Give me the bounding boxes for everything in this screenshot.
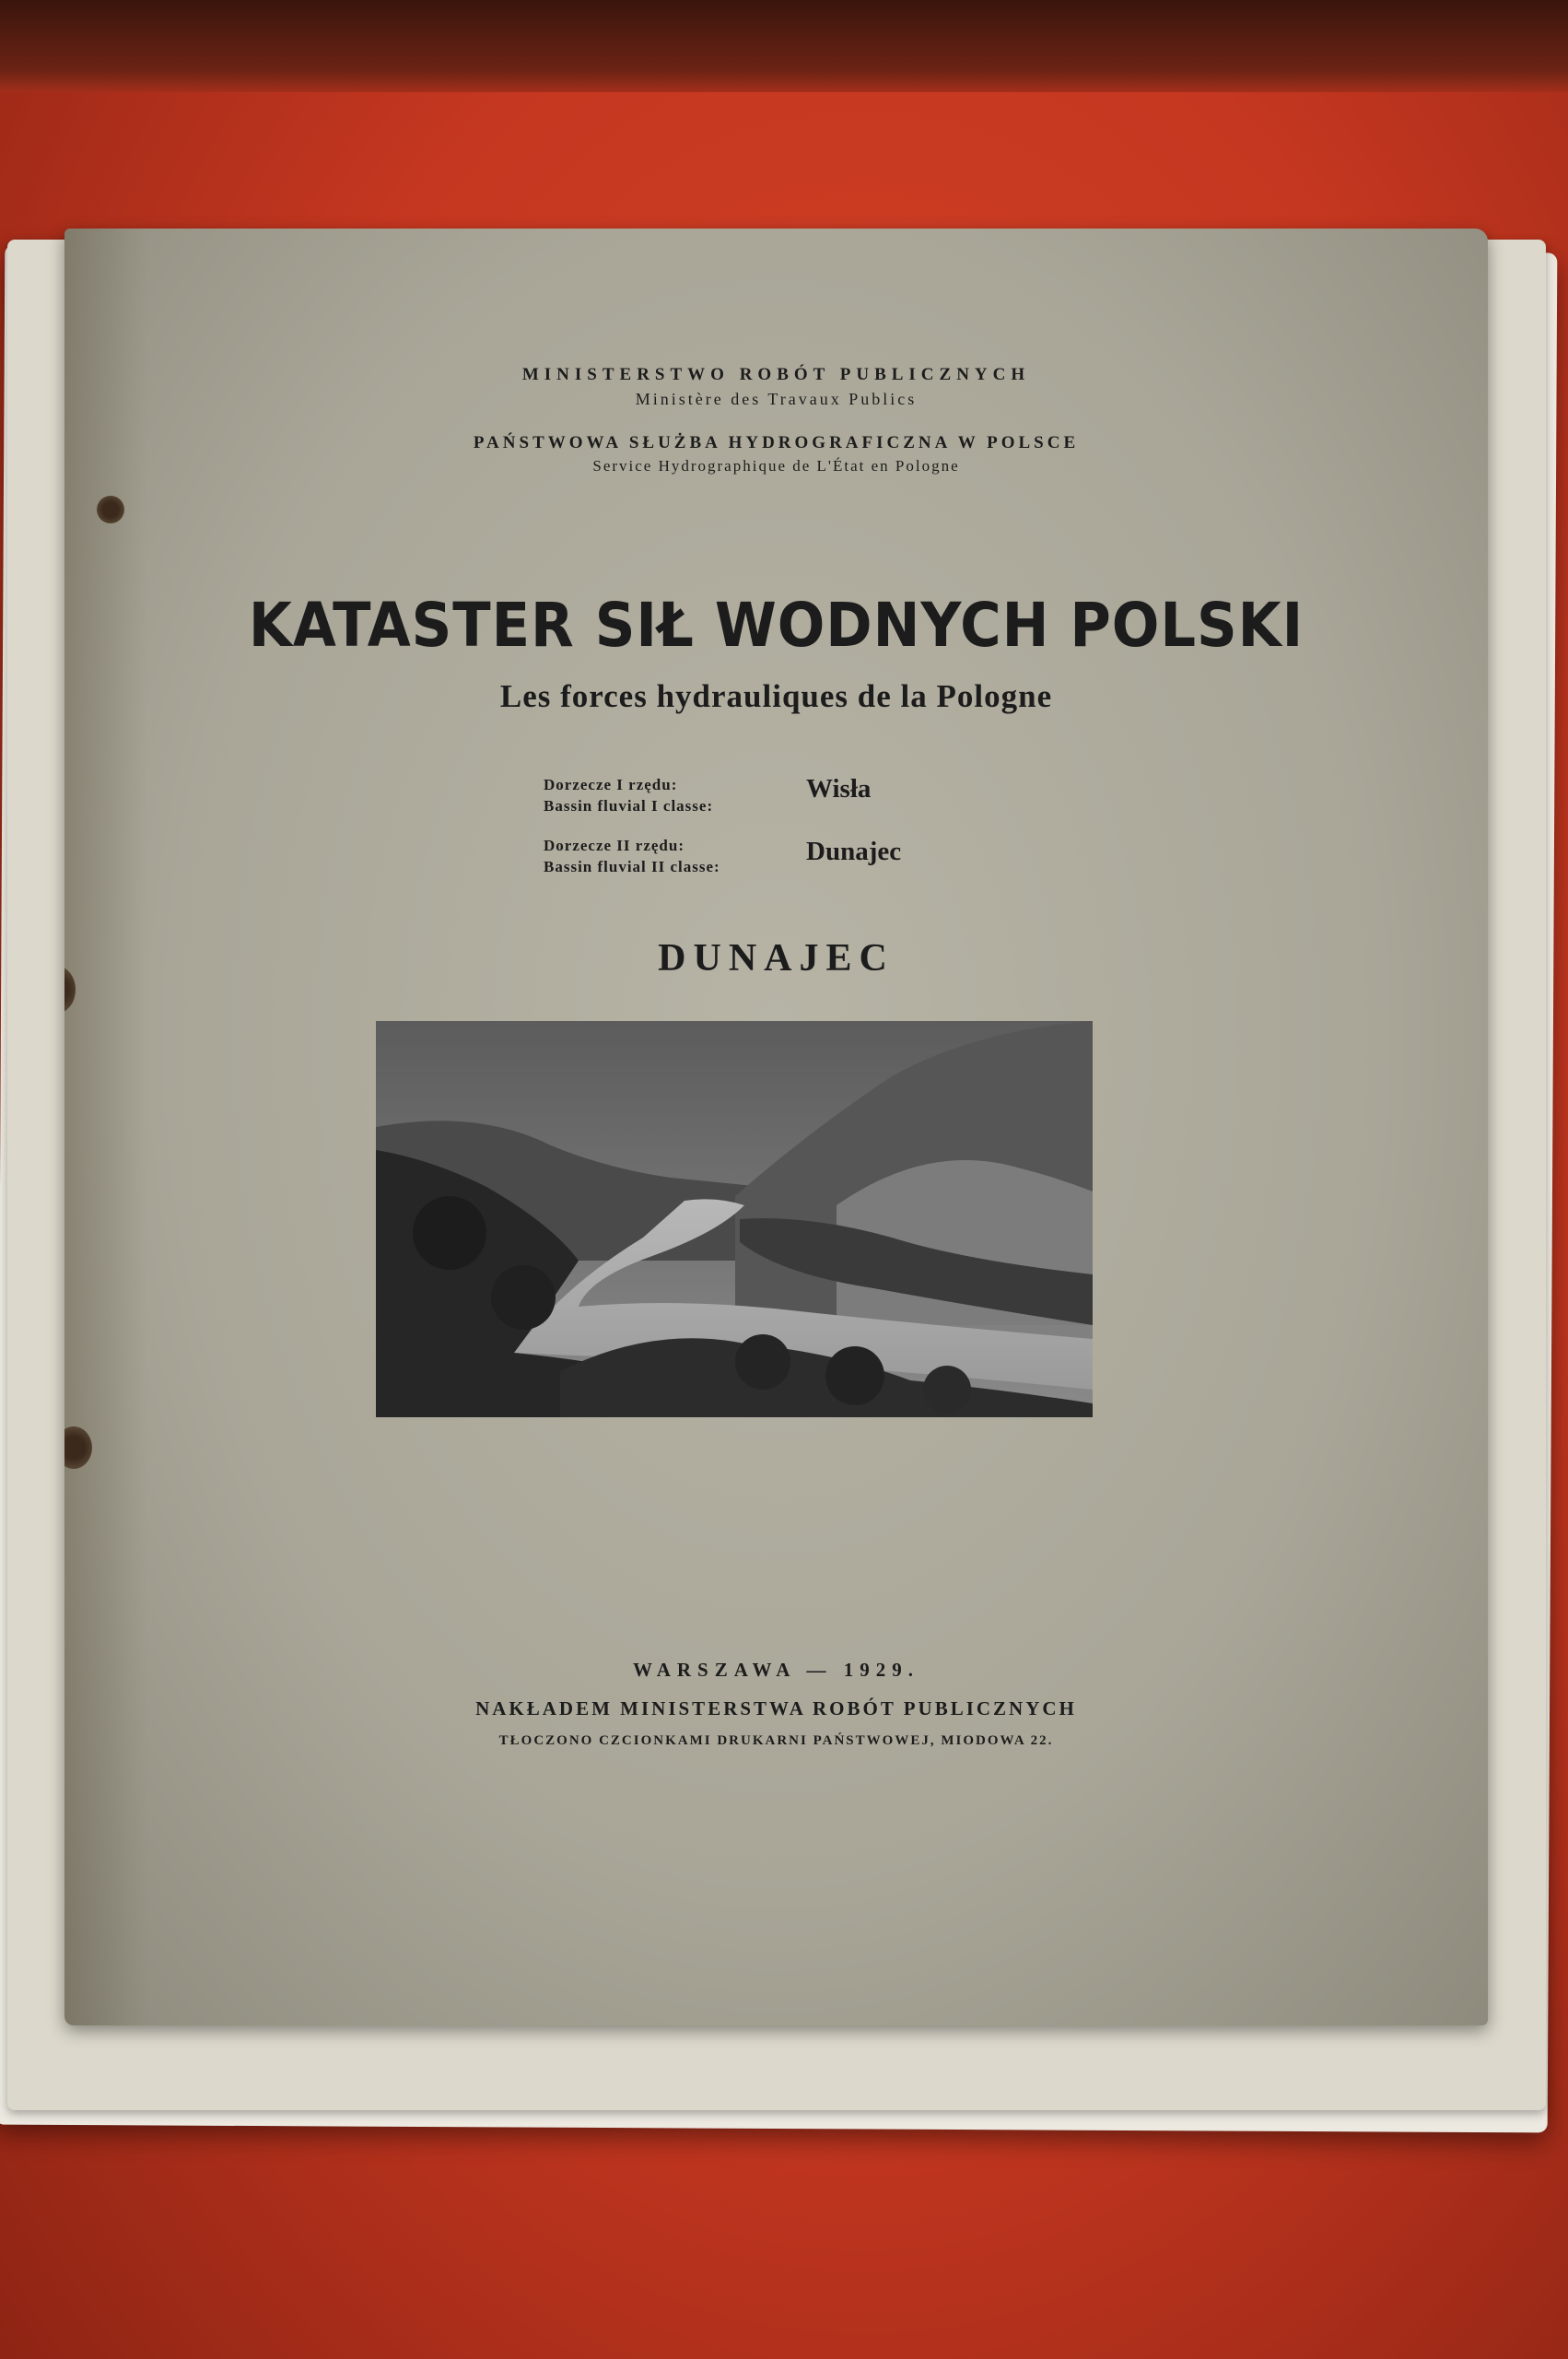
- service-heading-fr: Service Hydrographique de L'État en Pologne: [592, 457, 960, 475]
- river-valley-photo: [376, 1021, 1093, 1417]
- place-year: WARSZAWA — 1929.: [633, 1659, 919, 1681]
- landscape-image: [376, 1021, 1093, 1417]
- river-title: DUNAJEC: [658, 937, 895, 980]
- cover-subtitle: Les forces hydrauliques de la Pologne: [499, 678, 1053, 714]
- basin1-value: Wisła: [806, 774, 872, 804]
- ministry-heading: MINISTERSTWO ROBÓT PUBLICZNYCH: [521, 365, 1031, 384]
- book-cover: [64, 229, 1488, 2025]
- binding-hole: [97, 496, 124, 523]
- background-shadow: [0, 0, 1568, 100]
- binding-hole: [64, 1426, 92, 1469]
- cover-title: KATASTER SIŁ WODNYCH POLSKI: [248, 590, 1305, 661]
- basin1-label-fr: Bassin fluvial I classe:: [544, 797, 714, 815]
- ministry-heading-fr: Ministère des Travaux Publics: [635, 390, 918, 408]
- basin2-value: Dunajec: [806, 837, 902, 866]
- basin2-label: [544, 835, 720, 877]
- basin1-label: [544, 774, 713, 816]
- printer-line: TŁOCZONO CZCIONKAMI DRUKARNI PAŃSTWOWEJ, MIODOWA 22.: [498, 1733, 1054, 1748]
- basin1-label-pl: Dorzecze I rzędu:: [544, 776, 678, 793]
- basin2-label-fr: Bassin fluvial II classe:: [544, 858, 720, 875]
- service-heading: PAŃSTWOWA SŁUŻBA HYDROGRAFICZNA W POLSCE: [473, 433, 1080, 452]
- basin2-label-pl: Dorzecze II rzędu:: [544, 837, 685, 854]
- publisher-line: NAKŁADEM MINISTERSTWA ROBÓT PUBLICZNYCH: [475, 1697, 1077, 1719]
